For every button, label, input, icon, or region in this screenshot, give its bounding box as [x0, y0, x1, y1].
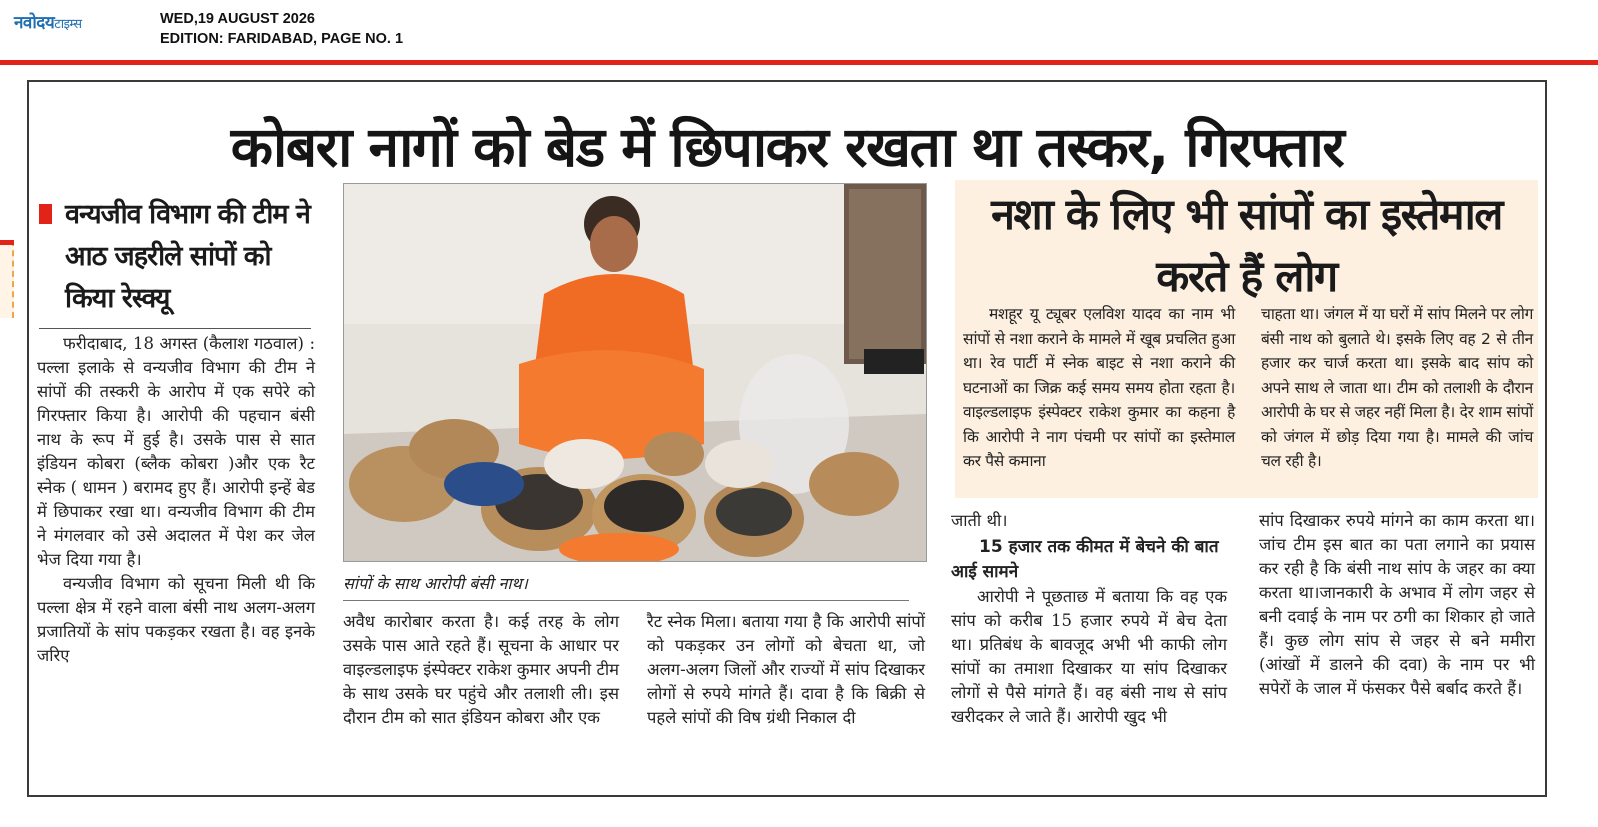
- adjacent-clip-accent: [0, 240, 14, 245]
- paragraph: फरीदाबाद, 18 अगस्त (कैलाश गठवाल) : पल्ला इलाके से वन्यजीव विभाग की टीम ने सांपों की तस्करी के आरोप में एक सपेरे को गिरफ्तार किया है। आरोपी की पहचान बंसी नाथ के रूप में हुई है। उसके पास से सात इंडियन कोबरा (ब्लैक कोबरा )और एक रैट स्नेक ( धामन ) बरामद हुए हैं। आरोपी इन्हें बेड में छिपाकर रखा था। वन्यजीव विभाग की टीम ने मंगलवार को उसे अदालत में पेश कर जेल भेज दिया गया है।: [37, 334, 315, 569]
- page-header: [0, 0, 1598, 62]
- news-clipping: [27, 80, 1547, 797]
- article-column-2: [343, 610, 619, 730]
- sidebar-headline: नशा के लिए भी सांपों का इस्तेमाल करते हैं लोग: [991, 190, 1502, 302]
- red-square-bullet: [39, 204, 52, 224]
- newspaper-logo[interactable]: [14, 10, 82, 33]
- sidebar-column-1: मशहूर यू ट्यूबर एलविश यादव का नाम भी सांपों से नशा कराने के मामले में खूब प्रचलित हुआ था। रेव पार्टी में स्नेक बाइट से नशा कराने की घटनाओं का जिक्र कई समय समय होता रहता है। वाइल्डलाइफ इंस्पेक्टर राकेश कुमार का कहना है कि आरोपी ने नाग पंचमी पर सांपों का इस्तेमाल कर पैसे कमाना: [963, 305, 1235, 470]
- paragraph: सांप दिखाकर रुपये मांगने का काम करता था। जांच टीम इस बात का पता लगाने का प्रयास कर रही है कि बंसी नाथ सांप के जहर का क्या करता था।जानकारी के अभाव में लोग जहर से बनी दवाई के नाम पर ठगी का शिकार हो जाते हैं। कुछ लोग सांप से जहर से बने ममीरा (आंखों में डालने की दवा) के नाम पर भी सपेरों के जाल में फंसकर पैसे बर्बाद करते हैं।: [1259, 511, 1535, 698]
- photo-caption: सांपों के साथ आरोपी बंसी नाथ।: [343, 572, 909, 601]
- article-headline: कोबरा नागों को बेड में छिपाकर रखता था तस्कर, गिरफ्तार: [230, 115, 1344, 179]
- paragraph: अवैध कारोबार करता है। कई तरह के लोग उसके पास आते रहते हैं। सूचना के आधार पर वाइल्डलाइफ इंस्पेक्टर राकेश कुमार अपनी टीम के साथ उसके घर पहुंचे और तलाशी ली। इस दौरान टीम को सात इंडियन कोबरा और एक: [343, 612, 619, 727]
- header-divider: [0, 60, 1598, 65]
- article-column-4: [951, 509, 1227, 729]
- edition-page: EDITION: FARIDABAD, PAGE NO. 1: [160, 31, 404, 47]
- photo-illustration: [344, 184, 926, 561]
- article-column-1: [37, 332, 315, 668]
- section-subheading: 15 हजार तक कीमत में बेचने की बात आई सामने: [951, 537, 1219, 582]
- edition-info: [160, 9, 403, 49]
- logo-main-text: नवोदय: [14, 13, 55, 33]
- article-column-5: [1259, 509, 1535, 701]
- paragraph: आरोपी ने पूछताछ में बताया कि वह एक सांप को करीब 15 हजार रुपये में बेच देता था। प्रतिबंध के बावजूद अभी भी काफी लोग सांपों का तमाशा दिखाकर या सांप दिखाकर लोगों से पैसे मांगते हैं। वह बंसी नाथ से सांप खरीदकर ले जाते हैं। आरोपी खुद भी: [951, 587, 1227, 726]
- edition-date: WED,19 AUGUST 2026: [160, 11, 315, 27]
- article-subheadline: [39, 194, 311, 329]
- adjacent-clip-edge: [0, 240, 14, 318]
- article-column-3: [647, 610, 925, 730]
- paragraph: रैट स्नेक मिला। बताया गया है कि आरोपी सांपों को पकड़कर उन लोगों को बेचता था, जो अलग-अलग जिलों और राज्यों में सांप दिखाकर लोगों से रुपये मांगते हैं। दावा है कि बिक्री से पहले सांपों की विष ग्रंथी निकाल दी: [647, 612, 926, 727]
- paragraph: जाती थी।: [951, 511, 1008, 530]
- sidebar-column-2: चाहता था। जंगल में या घरों में सांप मिलने पर लोग बंसी नाथ को बुलाते थे। इसके लिए वह 2 से तीन हजार कर चार्ज करता था। इसके बाद सांप को अपने साथ ले जाता था। टीम को तलाशी के दौरान आरोपी के घर से जहर नहीं मिला है। देर शाम सांपों को जंगल में छोड़ दिया गया है। मामले की जांच चल रही है।: [1261, 305, 1533, 470]
- paragraph: वन्यजीव विभाग को सूचना मिली थी कि पल्ला क्षेत्र में रहने वाला बंसी नाथ अलग-अलग प्रजातियों के सांप पकड़कर रखता है। वह इनके जरिए: [37, 574, 315, 665]
- subheadline-text: वन्यजीव विभाग की टीम ने आठ जहरीले सांपों को किया रेस्क्यू: [65, 199, 310, 314]
- sidebar-box: [955, 180, 1538, 498]
- article-photo: [343, 183, 927, 562]
- logo-sub-text: टाइम्स: [54, 17, 82, 32]
- adjacent-clip-edge-right: [1558, 230, 1598, 790]
